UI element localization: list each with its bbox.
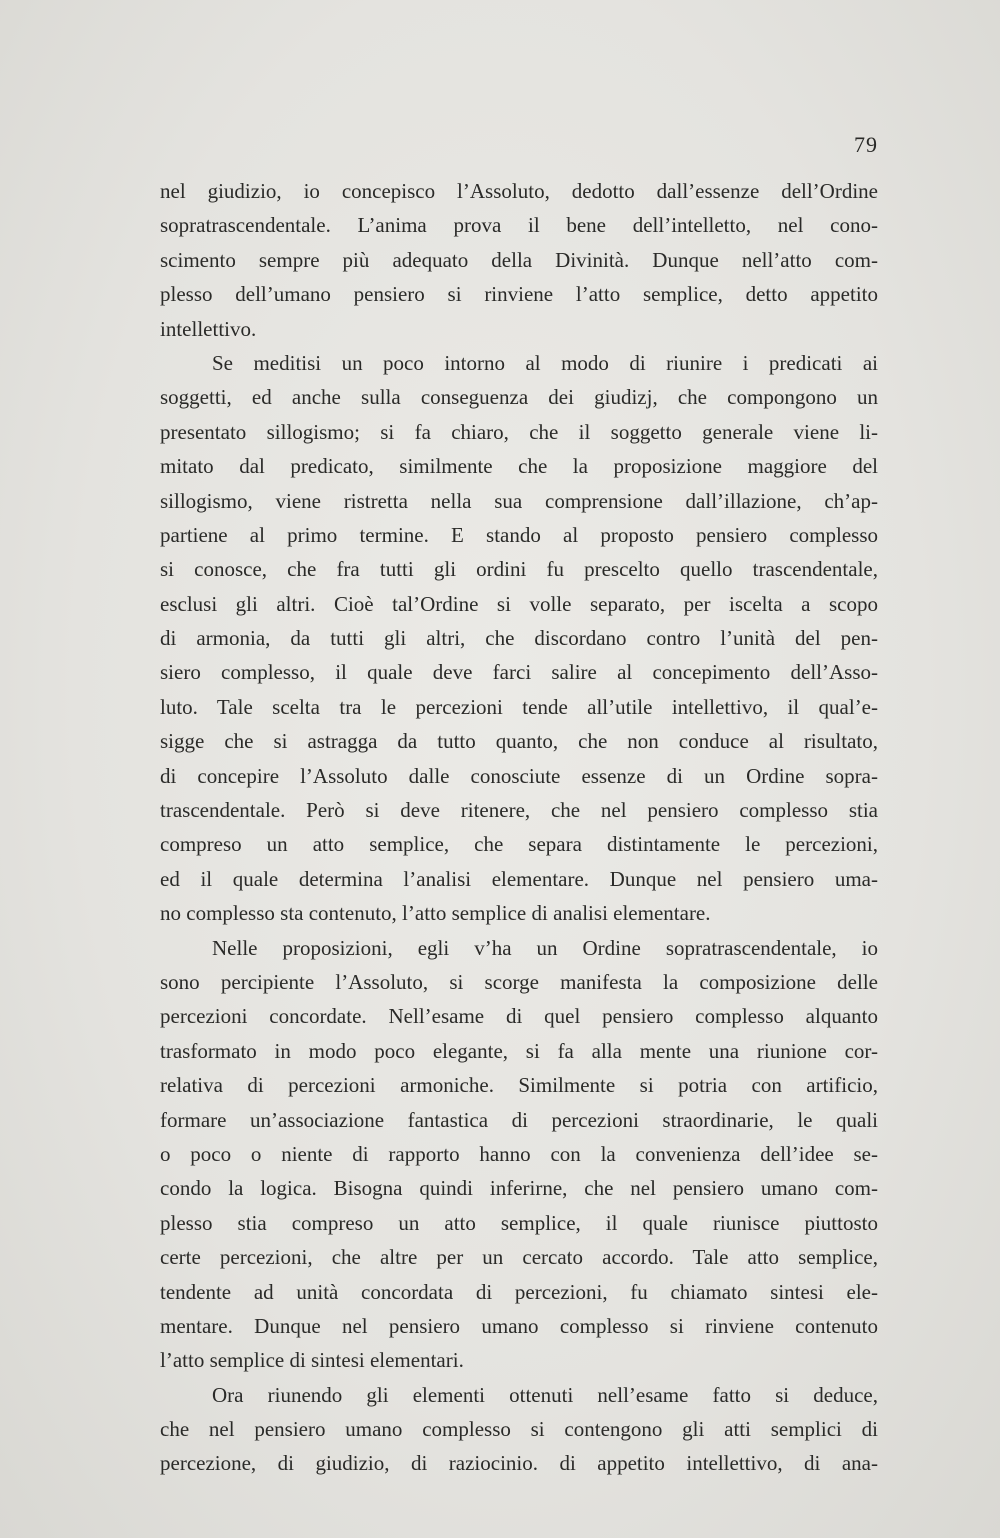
text-line: Se meditisi un poco intorno al modo di riunire i predicati ai	[212, 350, 878, 375]
text-line: trasformato in modo poco elegante, si fa alla mente una riunione cor-	[160, 1038, 878, 1063]
text-line: percezione, di giudizio, di raziocinio. di appetito intellettivo, di ana-	[160, 1451, 878, 1476]
text-line: certe percezioni, che altre per un cercato accordo. Tale atto semplice,	[160, 1245, 878, 1270]
text-line: compreso un atto semplice, che separa distintamente le percezioni,	[160, 832, 878, 857]
text-line: di concepire l’Assoluto dalle conosciute essenze di un Ordine sopra-	[160, 763, 878, 788]
text-line: percezioni concordate. Nell’esame di quel pensiero complesso alquanto	[160, 1004, 878, 1029]
text-line: di armonia, da tutti gli altri, che discordano contro l’unità del pen-	[160, 626, 878, 651]
text-line: no complesso sta contenuto, l’atto semplice di analisi elementare.	[160, 901, 711, 926]
text-line: Ora riunendo gli elementi ottenuti nell’esame fatto si deduce,	[212, 1382, 878, 1407]
text-line: sono percipiente l’Assoluto, si scorge manifesta la composizione delle	[160, 969, 878, 994]
text-line: sillogismo, viene ristretta nella sua comprensione dall’illazione, ch’ap-	[160, 488, 878, 513]
text-line: soggetti, ed anche sulla conseguenza dei giudizj, che compongono un	[160, 385, 878, 410]
page-number: 79	[854, 132, 878, 157]
body-text	[160, 174, 878, 1481]
text-line: plesso dell’umano pensiero si rinviene l’atto semplice, detto appetito	[160, 282, 878, 307]
text-line: Nelle proposizioni, egli v’ha un Ordine sopratrascendentale, io	[212, 935, 878, 960]
text-line: si conosce, che fra tutti gli ordini fu prescelto quello trascendentale,	[160, 557, 878, 582]
text-line: trascendentale. Però si deve ritenere, che nel pensiero complesso stia	[160, 798, 878, 823]
text-line: mentare. Dunque nel pensiero umano complesso si rinviene contenuto	[160, 1313, 878, 1338]
text-line: tendente ad unità concordata di percezioni, fu chiamato sintesi ele-	[160, 1279, 878, 1304]
text-line: o poco o niente di rapporto hanno con la convenienza dell’idee se-	[160, 1141, 878, 1166]
text-line: scimento sempre più adequato della Divinità. Dunque nell’atto com-	[160, 247, 878, 272]
text-line: formare un’associazione fantastica di percezioni straordinarie, le quali	[160, 1107, 878, 1132]
text-line: partiene al primo termine. E stando al proposto pensiero complesso	[160, 522, 878, 547]
text-line: presentato sillogismo; si fa chiaro, che il soggetto generale viene li-	[160, 419, 878, 444]
text-line: condo la logica. Bisogna quindi inferirne, che nel pensiero umano com-	[160, 1176, 878, 1201]
text-line: mitato dal predicato, similmente che la proposizione maggiore del	[160, 454, 878, 479]
text-line: plesso stia compreso un atto semplice, il quale riunisce piuttosto	[160, 1210, 878, 1235]
text-line: intellettivo.	[160, 316, 257, 341]
text-line: l’atto semplice di sintesi elementari.	[160, 1348, 464, 1373]
text-line: ed il quale determina l’analisi elementare. Dunque nel pensiero uma-	[160, 866, 878, 891]
text-line: nel giudizio, io concepisco l’Assoluto, dedotto dall’essenze dell’Ordine	[160, 179, 878, 203]
text-line: luto. Tale scelta tra le percezioni tende all’utile intellettivo, il qual’e-	[160, 694, 878, 719]
text-line: che nel pensiero umano complesso si contengono gli atti semplici di	[160, 1417, 878, 1442]
text-line: sopratrascendentale. L’anima prova il bene dell’intelletto, nel cono-	[160, 213, 878, 238]
text-line: relativa di percezioni armoniche. Similmente si potria con artificio,	[160, 1073, 878, 1098]
text-line: sigge che si astragga da tutto quanto, che non conduce al risultato,	[160, 729, 878, 754]
text-line: siero complesso, il quale deve farci salire al concepimento dell’Asso-	[160, 660, 878, 685]
text-line: esclusi gli altri. Cioè tal’Ordine si volle separato, per iscelta a scopo	[160, 591, 878, 616]
